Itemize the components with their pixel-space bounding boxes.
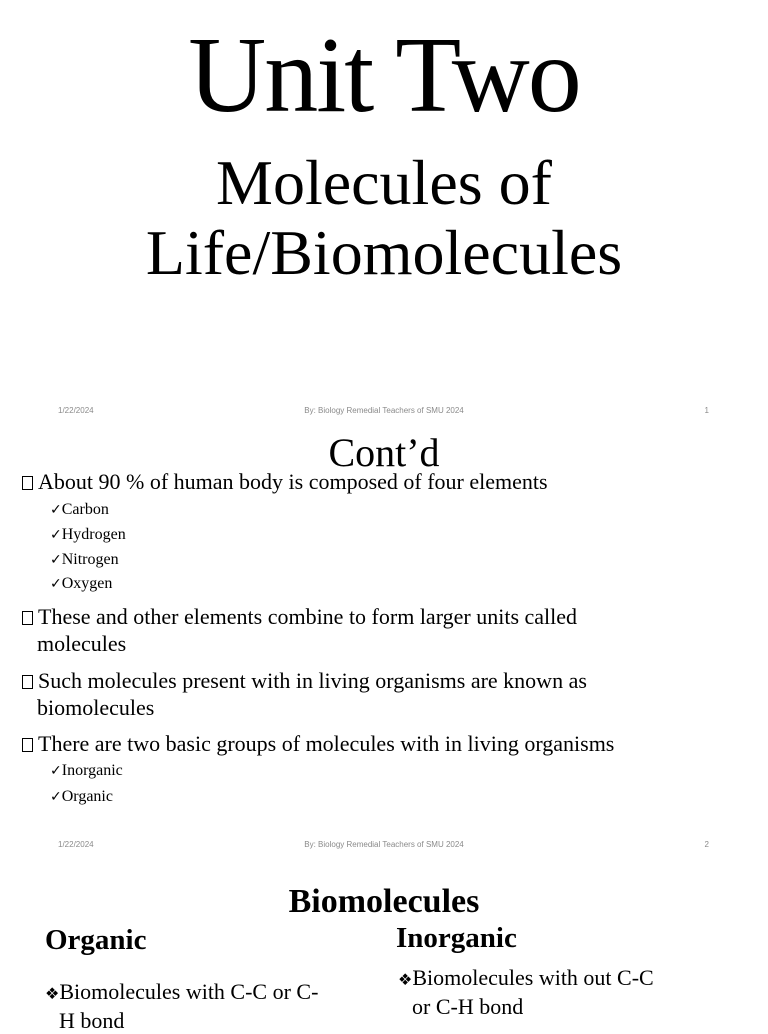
bullet-item: There are two basic groups of molecules with in living organisms <box>22 730 722 757</box>
organic-heading: Organic <box>45 924 147 956</box>
footer-author: By: Biology Remedial Teachers of SMU 2024 <box>304 406 464 415</box>
slide-title: Unit Two <box>188 16 580 135</box>
footer-page-number: 2 <box>704 840 709 849</box>
bullet-item: These and other elements combine to form larger units called molecules <box>22 603 722 657</box>
slide-footer <box>0 840 768 854</box>
four-diamond-icon: ❖ <box>398 970 413 989</box>
four-diamond-icon: ❖ <box>45 984 60 1003</box>
slide-2 <box>0 430 768 860</box>
bullet-item: About 90 % of human body is composed of four elements <box>22 468 722 495</box>
checkmark-icon: ✓ <box>50 763 62 779</box>
checkmark-icon: ✓ <box>50 576 62 592</box>
slide-title: Biomolecules <box>288 883 480 920</box>
inorganic-heading: Inorganic <box>396 922 517 954</box>
sub-bullet-item: ✓Inorganic <box>50 762 123 779</box>
footer-date: 1/22/2024 <box>58 406 94 415</box>
slide-3 <box>0 860 768 1033</box>
checkmark-icon: ✓ <box>50 789 62 805</box>
bullet-item: Such molecules present with in living organisms are known as biomolecules <box>22 667 722 721</box>
checkmark-icon: ✓ <box>50 527 62 543</box>
sub-bullet-item: ✓Carbon <box>50 501 109 518</box>
sub-bullet-item: ✓Nitrogen <box>50 551 119 568</box>
subtitle-line-1: Molecules of <box>216 147 552 218</box>
sub-bullet-item: ✓Hydrogen <box>50 526 126 543</box>
checkmark-icon: ✓ <box>50 552 62 568</box>
sub-bullet-item: ✓Organic <box>50 788 113 805</box>
slide-footer <box>0 406 768 420</box>
footer-author: By: Biology Remedial Teachers of SMU 2024 <box>304 840 464 849</box>
slide-subtitle <box>0 148 768 288</box>
organic-point: ❖Biomolecules with C-C or C- H bond <box>45 979 319 1033</box>
hollow-square-icon <box>22 675 33 689</box>
footer-page-number: 1 <box>704 406 709 415</box>
subtitle-line-2: Life/Biomolecules <box>145 217 623 288</box>
hollow-square-icon <box>22 738 33 752</box>
checkmark-icon: ✓ <box>50 502 62 518</box>
footer-date: 1/22/2024 <box>58 840 94 849</box>
hollow-square-icon <box>22 476 33 490</box>
hollow-square-icon <box>22 611 33 625</box>
slide-title: Cont’d <box>328 430 440 475</box>
slide-1 <box>0 0 768 430</box>
inorganic-point: ❖Biomolecules with out C-C or C-H bond <box>398 965 654 1019</box>
sub-bullet-item: ✓Oxygen <box>50 575 113 592</box>
